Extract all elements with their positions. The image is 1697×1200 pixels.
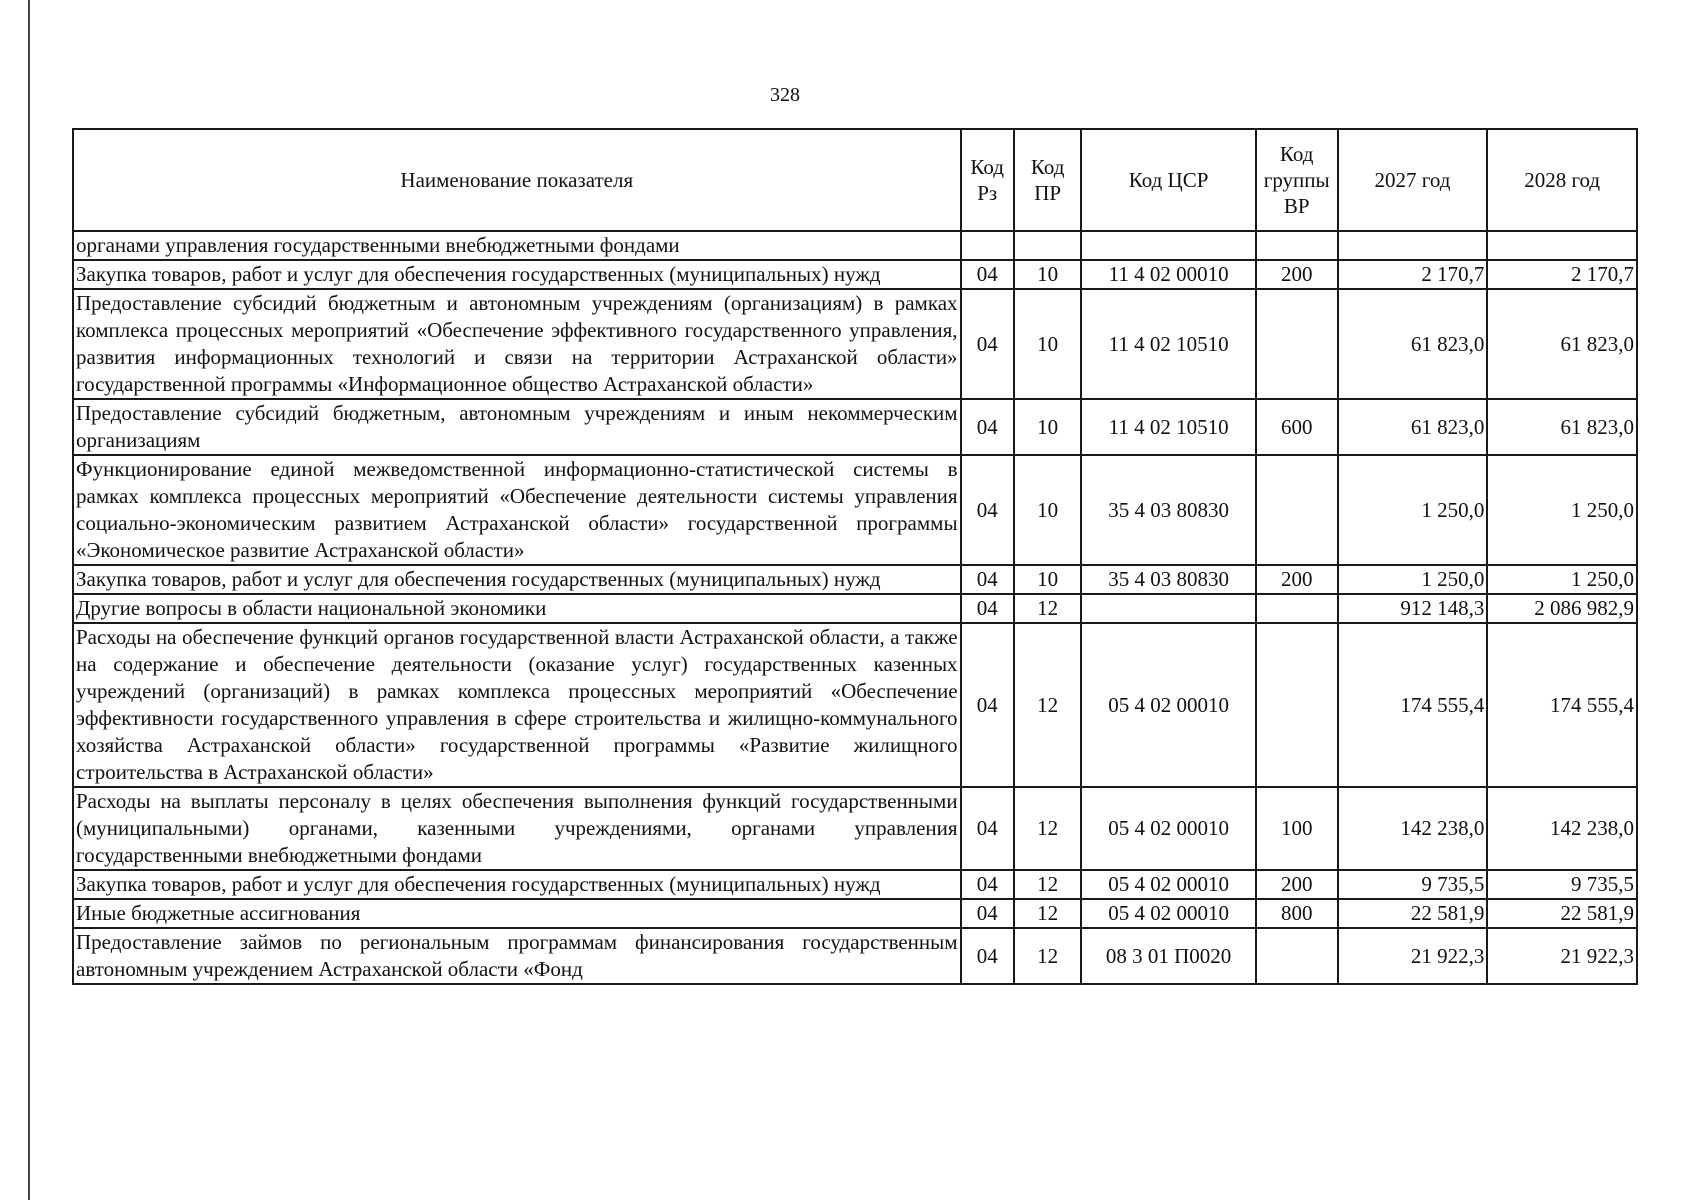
cell-2028 <box>1487 231 1637 260</box>
cell-name: Расходы на обеспечение функций органов государственной власти Астраханской области, а также на содержание и обеспечение деятельности (оказание услуг) государственных казенных учреждений (организаций) в рамках комплекса процессных мероприятий «Обеспечение эффективности государственного управления в сфере строительства и жилищно-коммунального хозяйства Астраханской области» государственной программы «Развитие жилищного строительства в Астраханской области» <box>73 623 961 787</box>
cell-name: органами управления государственными внебюджетными фондами <box>73 231 961 260</box>
cell-2027: 174 555,4 <box>1338 623 1488 787</box>
cell-pr: 12 <box>1014 787 1082 870</box>
cell-2028: 9 735,5 <box>1487 870 1637 899</box>
header-row <box>73 129 1637 231</box>
cell-pr <box>1014 231 1082 260</box>
cell-vr <box>1256 455 1338 565</box>
table-row <box>73 260 1637 289</box>
cell-rz <box>961 231 1014 260</box>
cell-vr: 600 <box>1256 399 1338 455</box>
cell-2027: 2 170,7 <box>1338 260 1488 289</box>
header-pr: Код ПР <box>1014 129 1082 231</box>
cell-vr: 200 <box>1256 260 1338 289</box>
cell-name: Закупка товаров, работ и услуг для обеспечения государственных (муниципальных) нужд <box>73 260 961 289</box>
cell-csr <box>1081 231 1255 260</box>
cell-vr <box>1256 623 1338 787</box>
header-rz: Код Рз <box>961 129 1014 231</box>
cell-rz: 04 <box>961 455 1014 565</box>
cell-2027: 142 238,0 <box>1338 787 1488 870</box>
table-body <box>73 231 1637 984</box>
cell-csr: 05 4 02 00010 <box>1081 899 1255 928</box>
table-row <box>73 399 1637 455</box>
header-2028: 2028 год <box>1487 129 1637 231</box>
cell-2027: 1 250,0 <box>1338 565 1488 594</box>
cell-name: Закупка товаров, работ и услуг для обеспечения государственных (муниципальных) нужд <box>73 565 961 594</box>
cell-rz: 04 <box>961 623 1014 787</box>
cell-rz: 04 <box>961 787 1014 870</box>
cell-2028: 2 170,7 <box>1487 260 1637 289</box>
cell-2028: 1 250,0 <box>1487 455 1637 565</box>
cell-2028: 2 086 982,9 <box>1487 594 1637 623</box>
cell-rz: 04 <box>961 399 1014 455</box>
cell-2027 <box>1338 231 1488 260</box>
cell-name: Закупка товаров, работ и услуг для обеспечения государственных (муниципальных) нужд <box>73 870 961 899</box>
cell-rz: 04 <box>961 928 1014 984</box>
cell-pr: 10 <box>1014 260 1082 289</box>
table-row <box>73 787 1637 870</box>
cell-csr: 11 4 02 00010 <box>1081 260 1255 289</box>
header-name: Наименование показателя <box>73 129 961 231</box>
cell-2028: 22 581,9 <box>1487 899 1637 928</box>
cell-csr: 05 4 02 00010 <box>1081 623 1255 787</box>
cell-rz: 04 <box>961 289 1014 399</box>
cell-name: Расходы на выплаты персоналу в целях обеспечения выполнения функций государственными (муниципальными) органами, казенными учреждениями, органами управления государственными внебюджетными фондами <box>73 787 961 870</box>
table-row <box>73 870 1637 899</box>
cell-2028: 21 922,3 <box>1487 928 1637 984</box>
left-margin-line <box>28 0 30 1200</box>
cell-name: Предоставление займов по региональным программам финансирования государственным автономным учреждением Астраханской области «Фонд <box>73 928 961 984</box>
table-row <box>73 623 1637 787</box>
cell-pr: 10 <box>1014 399 1082 455</box>
table-row <box>73 565 1637 594</box>
table-row <box>73 928 1637 984</box>
header-vr: Код группы ВР <box>1256 129 1338 231</box>
cell-csr: 35 4 03 80830 <box>1081 455 1255 565</box>
cell-vr: 100 <box>1256 787 1338 870</box>
table-row <box>73 899 1637 928</box>
cell-name: Предоставление субсидий бюджетным, автономным учреждениям и иным некоммерческим организациям <box>73 399 961 455</box>
cell-csr <box>1081 594 1255 623</box>
cell-2028: 1 250,0 <box>1487 565 1637 594</box>
cell-csr: 11 4 02 10510 <box>1081 289 1255 399</box>
cell-2028: 142 238,0 <box>1487 787 1637 870</box>
cell-pr: 12 <box>1014 928 1082 984</box>
header-2027: 2027 год <box>1338 129 1488 231</box>
cell-csr: 05 4 02 00010 <box>1081 870 1255 899</box>
cell-pr: 12 <box>1014 623 1082 787</box>
table-row <box>73 455 1637 565</box>
cell-2027: 1 250,0 <box>1338 455 1488 565</box>
cell-csr: 11 4 02 10510 <box>1081 399 1255 455</box>
cell-csr: 08 3 01 П0020 <box>1081 928 1255 984</box>
cell-2027: 21 922,3 <box>1338 928 1488 984</box>
table-header <box>73 129 1637 231</box>
cell-2028: 61 823,0 <box>1487 399 1637 455</box>
cell-csr: 05 4 02 00010 <box>1081 787 1255 870</box>
cell-2027: 61 823,0 <box>1338 399 1488 455</box>
table-row <box>73 594 1637 623</box>
cell-name: Иные бюджетные ассигнования <box>73 899 961 928</box>
cell-rz: 04 <box>961 594 1014 623</box>
cell-2028: 61 823,0 <box>1487 289 1637 399</box>
cell-csr: 35 4 03 80830 <box>1081 565 1255 594</box>
cell-rz: 04 <box>961 565 1014 594</box>
cell-vr: 200 <box>1256 565 1338 594</box>
cell-pr: 12 <box>1014 594 1082 623</box>
table-row <box>73 289 1637 399</box>
cell-pr: 12 <box>1014 899 1082 928</box>
table-row <box>73 231 1637 260</box>
cell-2027: 61 823,0 <box>1338 289 1488 399</box>
cell-vr <box>1256 928 1338 984</box>
cell-pr: 10 <box>1014 565 1082 594</box>
cell-pr: 10 <box>1014 455 1082 565</box>
cell-vr <box>1256 231 1338 260</box>
cell-name: Функционирование единой межведомственной информационно-статистической системы в рамках комплекса процессных мероприятий «Обеспечение деятельности системы управления социально-экономическим развитием Астраханской области» государственной программы «Экономическое развитие Астраханской области» <box>73 455 961 565</box>
page-number: 328 <box>770 84 800 106</box>
cell-2028: 174 555,4 <box>1487 623 1637 787</box>
cell-pr: 10 <box>1014 289 1082 399</box>
cell-rz: 04 <box>961 899 1014 928</box>
budget-table <box>72 128 1638 985</box>
cell-2027: 9 735,5 <box>1338 870 1488 899</box>
cell-name: Предоставление субсидий бюджетным и автономным учреждениям (организациям) в рамках комплекса процессных мероприятий «Обеспечение эффективного государственного управления, развития информационных технологий и связи на территории Астраханской области» государственной программы «Информационное общество Астраханской области» <box>73 289 961 399</box>
cell-vr <box>1256 594 1338 623</box>
cell-vr <box>1256 289 1338 399</box>
cell-name: Другие вопросы в области национальной экономики <box>73 594 961 623</box>
cell-vr: 800 <box>1256 899 1338 928</box>
cell-2027: 22 581,9 <box>1338 899 1488 928</box>
cell-rz: 04 <box>961 870 1014 899</box>
cell-vr: 200 <box>1256 870 1338 899</box>
cell-2027: 912 148,3 <box>1338 594 1488 623</box>
cell-rz: 04 <box>961 260 1014 289</box>
header-csr: Код ЦСР <box>1081 129 1255 231</box>
cell-pr: 12 <box>1014 870 1082 899</box>
